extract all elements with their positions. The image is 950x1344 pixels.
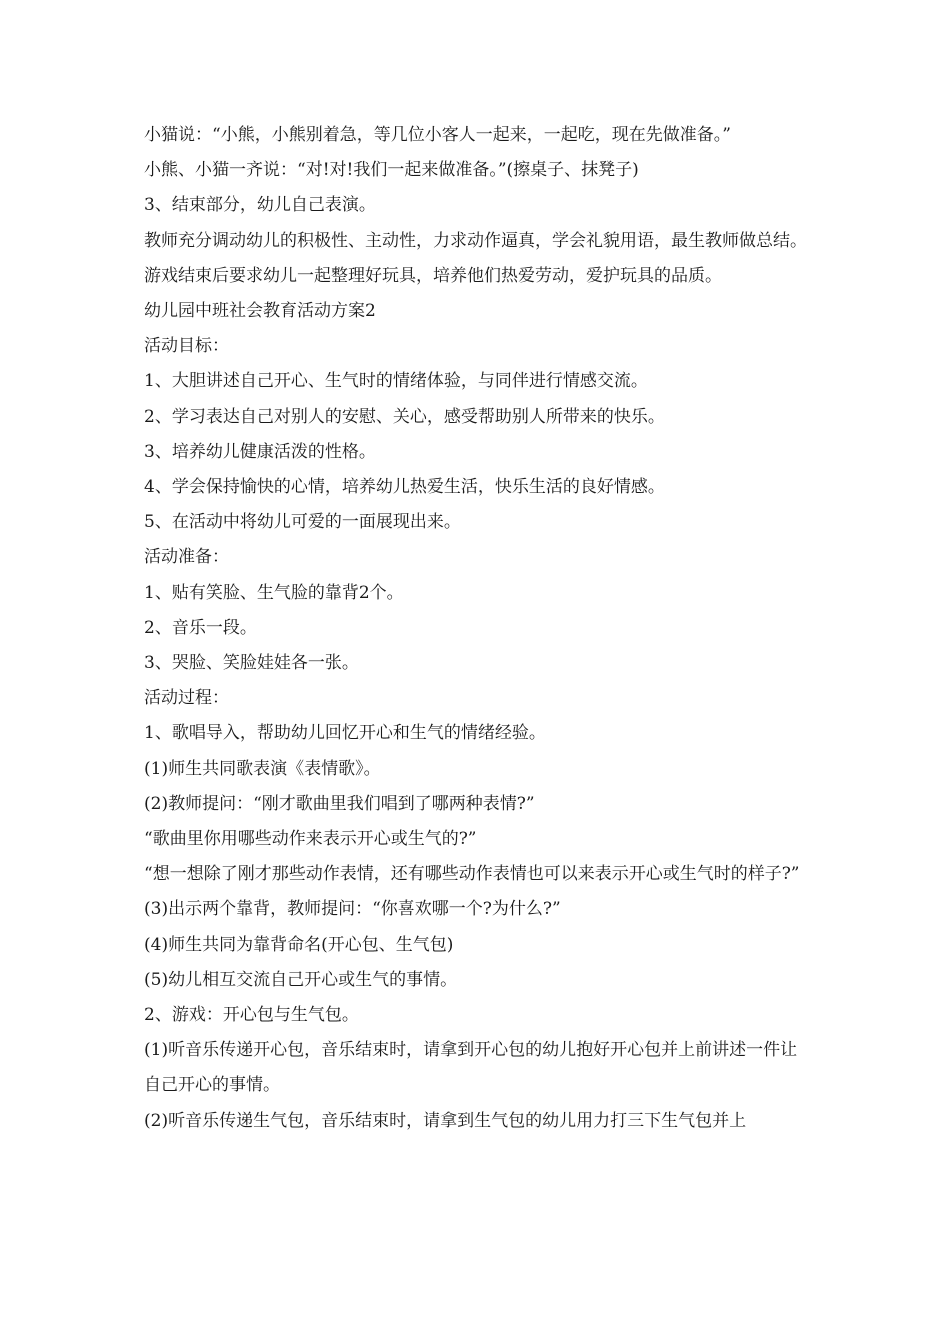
list-item: 1、大胆讲述自己开心、生气时的情绪体验，与同伴进行情感交流。 <box>144 371 648 392</box>
list-item: 4、学会保持愉快的心情，培养幼儿热爱生活，快乐生活的良好情感。 <box>144 477 665 498</box>
list-item: 3、培养幼儿健康活泼的性格。 <box>144 441 376 462</box>
list-item: 1、歌唱导入，帮助幼儿回忆开心和生气的情绪经验。 <box>144 723 546 744</box>
paragraph: 3、结束部分，幼儿自己表演。 <box>144 195 376 216</box>
list-item: 2、游戏：开心包与生气包。 <box>144 1005 359 1026</box>
paragraph: “想一想除了刚才那些动作表情，还有哪些动作表情也可以来表示开心或生气时的样子?” <box>144 864 800 885</box>
paragraph: 教师充分调动幼儿的积极性、主动性，力求动作逼真，学会礼貌用语，最生教师做总结。游戏结束后要求幼儿一起整理好玩具，培养他们热爱劳动，爱护玩具的品质。 <box>144 230 807 286</box>
sub-item: (1)师生共同歌表演《表情歌》。 <box>144 758 381 779</box>
sub-item: (5)幼儿相互交流自己开心或生气的事情。 <box>144 969 458 990</box>
sub-item: (2)教师提问：“刚才歌曲里我们唱到了哪两种表情?” <box>144 793 535 814</box>
paragraph: 小猫说：“小熊，小熊别着急，等几位小客人一起来，一起吃，现在先做准备。” <box>144 125 731 145</box>
paragraph: “歌曲里你用哪些动作来表示开心或生气的?” <box>144 829 477 850</box>
list-item: 2、学习表达自己对别人的安慰、关心，感受帮助别人所带来的快乐。 <box>144 406 665 427</box>
list-item: 1、贴有笑脸、生气脸的靠背2个。 <box>144 582 404 603</box>
list-item: 2、音乐一段。 <box>144 617 257 638</box>
sub-item: (3)出示两个靠背，教师提问：“你喜欢哪一个?为什么?” <box>144 899 561 920</box>
section-heading: 活动过程： <box>144 688 229 709</box>
sub-item: (4)师生共同为靠背命名(开心包、生气包) <box>144 934 454 955</box>
list-item: 3、哭脸、笑脸娃娃各一张。 <box>144 653 359 674</box>
paragraph: 小熊、小猫一齐说：“对!对!我们一起来做准备。”(擦桌子、抹凳子) <box>144 160 639 181</box>
section-heading: 活动目标： <box>144 336 229 357</box>
list-item: 5、在活动中将幼儿可爱的一面展现出来。 <box>144 512 461 533</box>
sub-item: (2)听音乐传递生气包，音乐结束时，请拿到生气包的幼儿用力打三下生气包并上 <box>144 1110 747 1131</box>
document-body <box>144 118 812 1139</box>
section-heading: 活动准备： <box>144 547 229 568</box>
sub-item: (1)听音乐传递开心包，音乐结束时，请拿到开心包的幼儿抱好开心包并上前讲述一件让自己开心的事情。 <box>144 1040 798 1096</box>
section-title: 幼儿园中班社会教育活动方案2 <box>144 301 376 322</box>
